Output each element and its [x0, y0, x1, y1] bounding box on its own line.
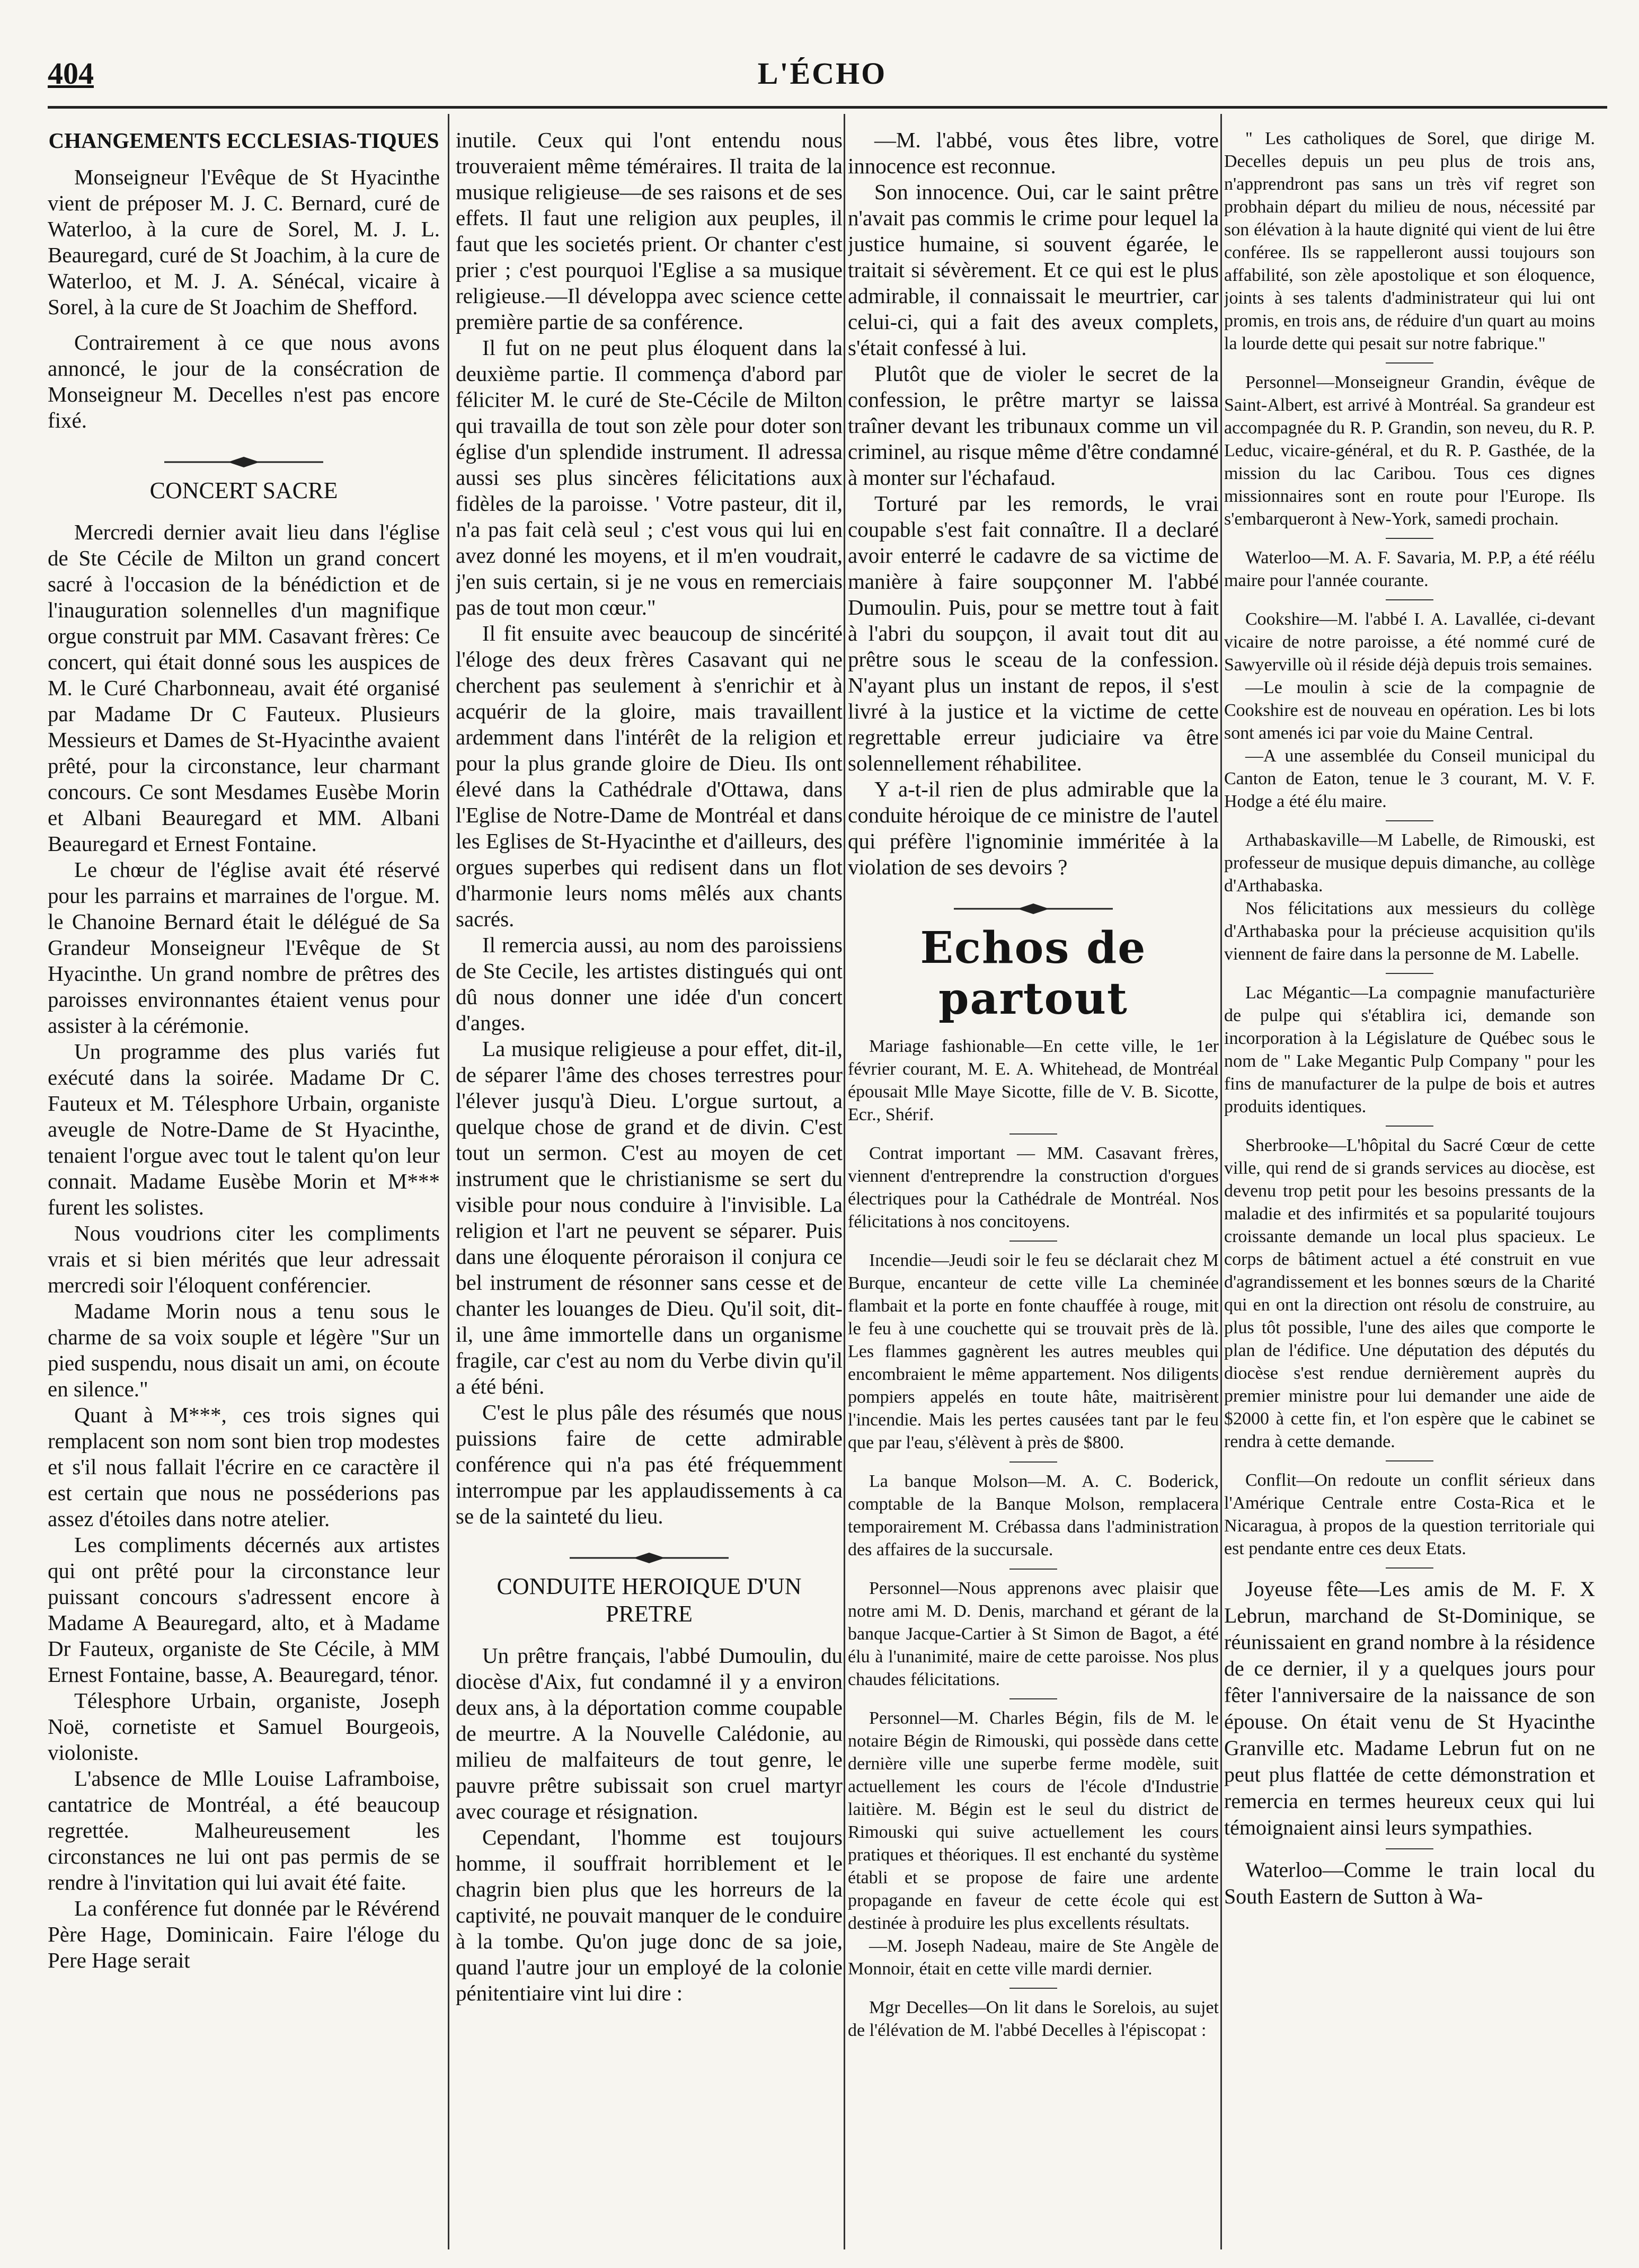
news-item: Personnel—Nous apprenons avec plaisir que notre ami M. D. Denis, marchand et gérant de la banque Jacque-Cartier à St Simon de Bagot, a été élu à l'unanimité, maire de cette paroisse. Nos plus chaudes félicitations.	[848, 1579, 1219, 1689]
paragraph: Plutôt que de violer le secret de la confession, le prêtre martyr se laissa traîner devant les tribunaux comme un vil criminel, au risque même d'être condamné à monter sur l'échafaud.	[848, 361, 1219, 490]
paragraph: Son innocence. Oui, car le saint prêtre n'avait pas commis le crime pour lequel la justice humaine, si souvent égarée, le traitait si sévèrement. Et ce qui est le plus admirable, il connaissait le meurtrier, car celui-ci, qui a fait des aveux complets, s'était confessé à lui.	[848, 180, 1219, 360]
ornament-divider	[848, 895, 1219, 908]
paragraph: C'est le plus pâle des résumés que nous puissions faire de cette admirable conférence qui n'a pas été fréquemment interrompue par les applaudissements à ca se de la sainteté du lieu.	[456, 1400, 843, 1528]
paragraph: Madame Morin nous a tenu sous le charme de sa voix souple et légère "Sur un pied suspendu, nous disait un ami, on écoute en silence."	[48, 1299, 440, 1401]
news-item: Cookshire—M. l'abbé I. A. Lavallée, ci-devant vicaire de notre paroisse, a été nommé curé de Sawyerville où il réside déjà depuis trois semaines.	[1224, 609, 1595, 675]
item-separator	[1009, 1988, 1057, 1989]
paragraph: L'absence de Mlle Louise Laframboise, cantatrice de Montréal, a été beaucoup regrettée. Malheureusement les circonstances ne lui ont pas permis de se rendre à l'invitation qui lui avait été faite.	[48, 1766, 440, 1894]
page-header	[42, 50, 1602, 93]
news-item: Mgr Decelles—On lit dans le Sorelois, au sujet de l'élévation de M. l'abbé Decelles à l'épiscopat :	[848, 1998, 1219, 2040]
item-separator	[1009, 1698, 1057, 1699]
news-item: Personnel—M. Charles Bégin, fils de M. le notaire Bégin de Rimouski, qui possède dans cette dernière ville une superbe ferme modèle, suit actuellement les cours de l'école d'Industrie laitière. M. Bégin est le seul du district de Rimouski qui suive actuellement les cours pratiques et théoriques. Il est enchanté du système établi et se propose de faire une ardente propagande en faveur de cette école qui est destinée à produire les plus excellents résultats.	[848, 1708, 1219, 1933]
item-separator	[1386, 362, 1433, 364]
item-separator	[1386, 1126, 1433, 1127]
paragraph: Torturé par les remords, le vrai coupable s'est fait connaître. Il a declaré avoir enterré le cadavre de sa victime de manière à faire soupçonner M. l'abbé Dumoulin. Puis, pour se mettre tout à fait à l'abri du soupçon, il avait tout dit au prêtre sous le sceau de la confession. N'ayant plus un instant de repos, il s'est livré à la justice et la victime de cette regrettable erreur judiciaire va être solennellement réhabilitee.	[848, 491, 1219, 775]
paragraph: inutile. Ceux qui l'ont entendu nous trouveraient même téméraires. Il traita de la musique religieuse—de ses raisons et de ses effets. Il faut une religion aux peuples, il faut que les societés prient. Or chanter c'est prier ; c'est pourquoi l'Eglise a sa musique religieuse.—Il développa avec science cette première partie de sa conférence.	[456, 128, 843, 334]
news-item: Arthabaskaville—M Labelle, de Rimouski, est professeur de musique depuis dimanche, au collège d'Arthabaska.	[1224, 830, 1595, 896]
column-3	[848, 127, 1219, 2242]
news-item: Joyeuse fête—Les amis de M. F. X Lebrun, marchand de St-Dominique, se réunissaient en grand nombre à la résidence de ce dernier, il y a quelques jours pour fêter l'anniversaire de la naissance de son épouse. On était venu de St Hyacinthe Granville etc. Madame Lebrun fut on ne peut plus flattée de cette démonstration et remercia en termes heureux ceux qui lui témoignaient ainsi leurs sympathies.	[1224, 1577, 1595, 1839]
item-separator	[1386, 1848, 1433, 1849]
echos-list	[848, 1035, 1219, 2042]
news-item: Sherbrooke—L'hôpital du Sacré Cœur de cette ville, qui rend de si grands services au diocèse, est devenu trop petit pour les besoins pressants de la maladie et des infirmités et sa popularité toujours croissante demande un local plus spacieux. Le corps de bâtiment actuel a été construit en vue d'agrandissement et les bonnes sœurs de la Charité qui en ont la direction ont résolu de construire, au plus tôt possible, l'une des ailes que comporte le plan de l'édifice. Une députation des députés du diocèse s'est rendue dernièrement auprès du premier ministre pour lui demander une aide de $2000 à cette fin, et l'on espère que le cabinet se rendra à cette demande.	[1224, 1136, 1595, 1451]
news-item: Contrat important — MM. Casavant frères, viennent d'entreprendre la construction d'orgues électriques pour la Cathédrale de Montréal. Nos félicitations à nos concitoyens.	[848, 1144, 1219, 1232]
column-4	[1224, 127, 1595, 2242]
paragraph: Un programme des plus variés fut exécuté dans la soirée. Madame Dr C. Fauteux et M. Télesphore Urbain, organiste aveugle de Notre-Dame de St Hyacinthe, tenaient l'orgue avec tout le talent qu'on leur connait. Madame Eusèbe Morin et M*** furent les solistes.	[48, 1039, 440, 1219]
paragraph: Nous voudrions citer les compliments vrais et si bien mérités que leur adressait mercredi soir l'éloquent conférencier.	[48, 1221, 440, 1297]
news-item: Incendie—Jeudi soir le feu se déclarait chez M Burque, encanteur de cette ville La cheminée flambait et la porte en fonte chauffée à rouge, mit le feu à une couchette qui se trouvait près de là. Les flammes gagnèrent les autres meubles qui encombraient le même appartement. Nos diligents pompiers appelés en toute hâte, maitrisèrent l'incendie. Mais les pertes causées tant par le feu que par l'eau, s'élèvent à près de $800.	[848, 1251, 1219, 1452]
ornament-divider	[48, 448, 440, 461]
paragraph: Il fut on ne peut plus éloquent dans la deuxième partie. Il commença d'abord par féliciter M. le curé de Ste-Cécile de Milton qui travailla de tout son zèle pour doter son église d'un splendide instrument. Il adressa aussi ses plus sincères félicitations aux fidèles de la paroisse. ' Votre pasteur, dit il, n'a pas fait celà seul ; c'est vous qui lui en avez donné les moyens, et il m'en voudrait, j'en suis certain, si je ne vous en remerciais pas de tout mon cœur."	[456, 335, 843, 619]
paragraph: Un prêtre français, l'abbé Dumoulin, du diocèse d'Aix, fut condamné il y a environ deux ans, à la déportation comme coupable de meurtre. A la Nouvelle Calédonie, au milieu de malfaiteurs de tout genre, le pauvre prêtre subissait son cruel martyr avec courage et résignation.	[456, 1643, 843, 1823]
paragraph: La conférence fut donnée par le Révérend Père Hage, Dominicain. Faire l'éloge du Pere Hage serait	[48, 1896, 440, 1972]
paragraph: La musique religieuse a pour effet, dit-il, de séparer l'âme des choses terrestres pour l'élever jusqu'à Dieu. L'orgue surtout, a quelque chose de grand et de divin. C'est tout un sermon. C'est au moyen de cet instrument que le christianisme se sert du visible pour nous conduire à l'invisible. La religion et l'art ne peuvent se séparer. Puis dans une éloquente péroraison il conjura ce bel instrument de résonner sans cesse et de chanter les louanges de Dieu. Qu'il soit, dit-il, une âme immortelle dans un organisme fragile, car c'est au nom du Verbe divin qu'il a été béni.	[456, 1036, 843, 1398]
news-item: Lac Mégantic—La compagnie manufacturière de pulpe qui s'établira ici, demande son incorporation à la Législature de Québec sous le nom de " Lake Megantic Pulp Company " pour les fins de manufacturer de la pulpe de bois et autres produits identiques.	[1224, 983, 1595, 1117]
page-number: 404	[48, 56, 94, 91]
paragraph: Quant à M***, ces trois signes qui remplacent son nom sont bien trop modestes et s'il nous fallait l'écrire en ce caractère il est certain que nous ne posséderions pas assez d'étoiles dans notre atelier.	[48, 1403, 440, 1531]
item-separator	[1009, 1241, 1057, 1242]
news-item: Waterloo—Comme le train local du South Eastern de Sutton à Wa-	[1224, 1858, 1595, 1908]
paragraph: Y a-t-il rien de plus admirable que la conduite héroique de ce ministre de l'autel qui préfère l'ignominie imméritée à la violation de ses devoirs ?	[848, 777, 1219, 879]
item-separator	[1386, 973, 1433, 974]
paragraph: —M. l'abbé, vous êtes libre, votre innocence est reconnue.	[848, 128, 1219, 178]
ornament-divider	[456, 1544, 843, 1557]
news-item: —Le moulin à scie de la compagnie de Cookshire est de nouveau en opération. Les bi lots sont amenés ici par voie du Maine Central.	[1224, 678, 1595, 743]
column-2	[456, 127, 843, 2242]
article-heading: CHANGEMENTS ECCLESIAS-TIQUES	[48, 128, 439, 153]
header-rule	[48, 106, 1607, 109]
news-item: Waterloo—M. A. F. Savaria, M. P.P, a été réélu maire pour l'année courante.	[1224, 548, 1595, 590]
item-separator	[1009, 1569, 1057, 1570]
news-item: Nos félicitations aux messieurs du collège d'Arthabaska pour la précieuse acquisition qu'ils viennent de faire dans la personne de M. Labelle.	[1224, 899, 1595, 964]
running-title: L'ÉCHO	[757, 56, 887, 91]
news-item: Personnel—Monseigneur Grandin, évêque de Saint-Albert, est arrivé à Montréal. Sa grandeur est accompagnée du R. P. Grandin, son neveu, du R. P. Leduc, vicaire-général, et du R. P. Gasthée, de la mission du lac Caribou. Tous ces dignes missionnaires sont en route pour l'Europe. Ils s'embarqueront à New-York, samedi prochain.	[1224, 373, 1595, 529]
column-rule	[448, 114, 449, 2249]
item-separator	[1386, 599, 1433, 600]
item-separator	[1386, 538, 1433, 539]
item-separator	[1386, 1567, 1433, 1569]
paragraph: Cependant, l'homme est toujours homme, il souffrait horriblement et le chagrin bien plus que les horreurs de la captivité, ne pouvait manquer de le conduire à la tombe. Qu'on juge donc de sa joie, quand l'autre jour un employé de la colonie pénitentiaire vint lui dire :	[456, 1825, 843, 2005]
item-separator	[1386, 820, 1433, 821]
paragraph: Télesphore Urbain, organiste, Joseph Noë, cornetiste et Samuel Bourgeois, violoniste.	[48, 1688, 440, 1765]
echos-masthead: Echos de partout	[920, 923, 1147, 1024]
section-heading: CONDUITE HEROIQUE D'UN PRETRE	[497, 1573, 802, 1627]
column-rule	[844, 114, 845, 2249]
paragraph: Il fit ensuite avec beaucoup de sincérité l'éloge des deux frères Casavant qui ne cherchent pas seulement à s'enrichir et à acquérir de la gloire, mais travaillent ardemment dans l'intérêt de la religion et pour la plus grande gloire de Dieu. Ils ont élevé dans la Cathédrale d'Ottawa, dans l'Eglise de Notre-Dame de Montréal et dans les Eglises de St-Hyacinthe et d'ailleurs, des orgues superbes qui redisent dans un flot d'harmonie leurs noms mêlés aux chants sacrés.	[456, 621, 843, 931]
paragraph: Il remercia aussi, au nom des paroissiens de Ste Cecile, les artistes distingués qui ont dû nous donner une idée d'un concert d'anges.	[456, 933, 843, 1035]
paragraph: Mercredi dernier avait lieu dans l'église de Ste Cécile de Milton un grand concert sacré à l'occasion de la bénédiction et de l'inauguration solennelles d'un magnifique orgue construit par MM. Casavant frères: Ce concert, qui était donné sous les auspices de M. le Curé Charbonneau, avait été organisé par Madame Dr C Fauteux. Plusieurs Messieurs et Dames de St-Hyacinthe avaient prêté, pour la circonstance, leur charmant concours. Ce sont Mesdames Eusèbe Morin et Albani Beauregard et MM. Albani Beauregard et Ernest Fontaine.	[48, 520, 440, 856]
news-item: —A une assemblée du Conseil municipal du Canton de Eaton, tenue le 3 courant, M. V. F. Hodge a été élu maire.	[1224, 746, 1595, 811]
item-separator	[1009, 1461, 1057, 1463]
news-item: La banque Molson—M. A. C. Boderick, comptable de la Banque Molson, remplacera temporairement M. Crébassa dans l'administration des affaires de la succursale.	[848, 1472, 1219, 1560]
item-separator	[1009, 1133, 1057, 1135]
column-rule	[1220, 114, 1222, 2249]
paragraph: Les compliments décernés aux artistes qui ont prêté pour la circonstance leur puissant concours s'adressent encore à Madame A Beauregard, alto, et à Madame Dr Fauteux, organiste de Ste Cécile, à MM Ernest Fontaine, basse, A. Beauregard, ténor.	[48, 1532, 440, 1687]
section-heading: CONCERT SACRE	[149, 477, 338, 503]
paragraph: Le chœur de l'église avait été réservé pour les parrains et marraines de l'orgue. M. le Chanoine Bernard était le délégué de Sa Grandeur Monseigneur l'Evêque de St Hyacinthe. Un grand nombre de prêtres des paroisses environnantes étaient venus pour assister à la cérémonie.	[48, 857, 440, 1038]
paragraph: Monseigneur l'Evêque de St Hyacinthe vient de préposer M. J. C. Bernard, curé de Waterloo, à la cure de Sorel, M. J. L. Beauregard, curé de St Joachim, à la cure de Waterloo, et M. J. A. Sénécal, vicaire à Sorel, à la cure de St Joachim de Shefford.	[48, 165, 440, 319]
news-item: " Les catholiques de Sorel, que dirige M. Decelles depuis un peu plus de trois ans, n'apprendront pas sans un très vif regret son probhain départ du milieu de nous, nécessité par son élévation à la haute dignité qui vient de lui être conféree. Ils se rappelleront aussi toujours son affabilité, son zèle apostolique et son éloquence, joints à ses talents d'administrateur qui lui ont promis, en trois ans, de réduire d'un quart au moins la lourde dette qui pesait sur notre fabrique."	[1224, 129, 1595, 353]
item-separator	[1386, 1460, 1433, 1461]
news-item: Mariage fashionable—En cette ville, le 1er février courant, M. E. A. Whitehead, de Montréal épousait Mlle Maye Sicotte, fille de V. B. Sicotte, Ecr., Shérif.	[848, 1036, 1219, 1124]
paragraph: Contrairement à ce que nous avons annoncé, le jour de la consécration de Monseigneur M. Decelles n'est pas encore fixé.	[48, 330, 440, 432]
news-item: —M. Joseph Nadeau, maire de Ste Angèle de Monnoir, était en cette ville mardi dernier.	[848, 1936, 1219, 1979]
column-1	[48, 127, 440, 2242]
news-item: Conflit—On redoute un conflit sérieux dans l'Amérique Centrale entre Costa-Rica et le Nicaragua, à propos de la question territoriale qui est pendante entre ces deux Etats.	[1224, 1470, 1595, 1558]
